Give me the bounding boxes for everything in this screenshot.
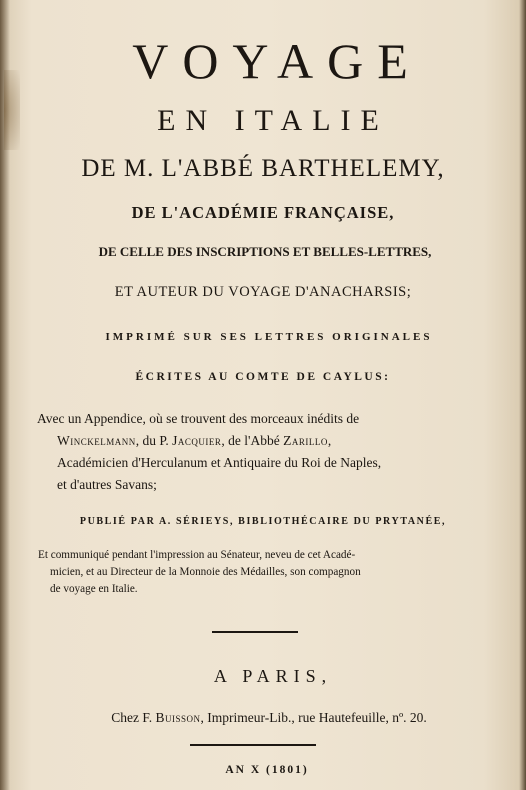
- city-line: A PARIS,: [213, 666, 333, 686]
- appendix-text: , du P.: [135, 433, 173, 448]
- publisher-line: [6, 710, 526, 726]
- appendix-line-3: Académicien d'Herculanum et Antiquaire du Roi de Naples,: [57, 455, 382, 470]
- publisher-name: Buisson: [155, 710, 201, 725]
- book-title: VOYAGE: [132, 33, 422, 89]
- ecrites-line: ÉCRITES AU COMTE DE CAYLUS:: [135, 371, 391, 383]
- imprime-line: IMPRIMÉ SUR SES LETTRES ORIGINALES: [105, 331, 433, 343]
- name-jacquier: Jacquier: [172, 433, 222, 448]
- appendix-line-1: Avec un Appendice, où se trouvent des morceaux inédits de: [37, 411, 360, 426]
- appendix-line-4: et d'autres Savans;: [57, 477, 157, 492]
- appendix-line-2: [37, 430, 457, 452]
- publisher-prefix: Chez F.: [111, 710, 156, 725]
- academy-line: DE L'ACADÉMIE FRANÇAISE,: [131, 203, 395, 222]
- appendix-paragraph: [37, 408, 457, 496]
- divider-rule: [212, 631, 298, 633]
- communique-line-1: Et communiqué pendant l'impression au Sénateur, neveu de cet Acadé-: [38, 549, 356, 561]
- divider-rule-bottom: [190, 744, 316, 746]
- communique-line-2: micien, et au Directeur de la Monnoie des Médailles, son compagnon: [50, 566, 361, 578]
- appendix-text: , de l'Abbé: [221, 433, 284, 448]
- anacharsis-line: ET AUTEUR DU VOYAGE D'ANACHARSIS;: [114, 284, 412, 300]
- publie-line: PUBLIÉ PAR A. SÉRIEYS, BIBLIOTHÉCAIRE DU PRYTANÉE,: [79, 516, 447, 527]
- author-line: DE M. L'ABBÉ BARTHELEMY,: [81, 155, 445, 182]
- communique-paragraph: [38, 547, 478, 598]
- appendix-text: ,: [327, 433, 332, 448]
- name-zarillo: Zarillo: [283, 433, 328, 448]
- imprint-date: AN X (1801): [225, 764, 309, 776]
- inscriptions-line: DE CELLE DES INSCRIPTIONS ET BELLES-LETTRES,: [98, 244, 432, 259]
- name-winckelmann: Winckelmann: [57, 433, 136, 448]
- book-subtitle: EN ITALIE: [157, 104, 389, 137]
- communique-line-3: de voyage en Italie.: [50, 583, 138, 595]
- publisher-address: , Imprimeur-Lib., rue Hautefeuille, nº. 20.: [200, 710, 427, 725]
